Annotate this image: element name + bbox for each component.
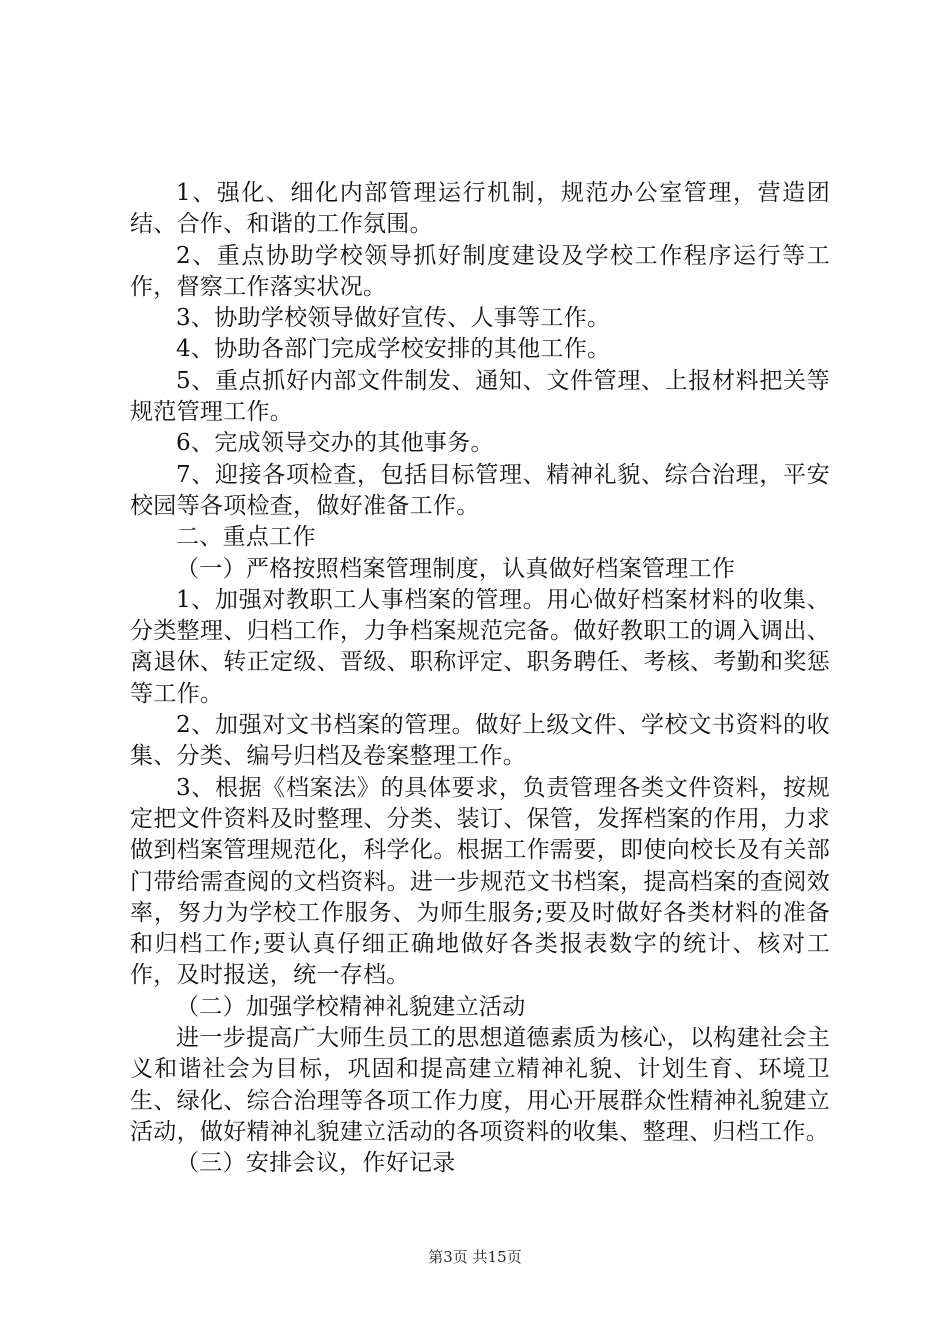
- section-heading-key-work: 二、重点工作: [176, 524, 316, 551]
- paragraph-archives-2: 2、加强对文书档案的管理。做好上级文件、学校文书资料的收集、分类、编号归档及卷案整理工作。: [130, 712, 830, 770]
- paragraph-item-6: 6、完成领导交办的其他事务。: [176, 430, 494, 457]
- paragraph-item-2: 2、重点协助学校领导抓好制度建设及学校工作程序运行等工作，督察工作落实状况。: [130, 242, 830, 300]
- paragraph-archives-3: 3、根据《档案法》的具体要求，负责管理各类文件资料，按规定把文件资料及时整理、分类、装订、保管，发挥档案的作用，力求做到档案管理规范化，科学化。根据工作需要，即使向校长及有关部门带给需查阅的文档资料。进一步规范文书档案，提高档案的查阅效率，努力为学校工作服务、为师生服务;要及时做好各类材料的准备和归档工作;要认真仔细正确地做好各类报表数字的统计、核对工作，及时报送，统一存档。: [130, 774, 830, 989]
- paragraph-item-4: 4、协助各部门完成学校安排的其他工作。: [176, 336, 611, 363]
- subsection-heading-archives: （一）严格按照档案管理制度，认真做好档案管理工作: [176, 555, 736, 582]
- subsection-heading-meetings: （三）安排会议，作好记录: [176, 1150, 456, 1177]
- paragraph-item-5: 5、重点抓好内部文件制发、通知、文件管理、上报材料把关等规范管理工作。: [130, 367, 830, 426]
- subsection-heading-civility: （二）加强学校精神礼貌建立活动: [176, 993, 526, 1020]
- paragraph-item-1: 1、强化、细化内部管理运行机制，规范办公室管理，营造团结、合作、和谐的工作氛围。: [130, 180, 830, 238]
- paragraph-item-3: 3、协助学校领导做好宣传、人事等工作。: [176, 305, 611, 332]
- document-body: [130, 178, 830, 1180]
- page-number-footer: 第3页 共15页: [428, 1248, 522, 1266]
- paragraph-item-7: 7、迎接各项检查，包括目标管理、精神礼貌、综合治理，平安校园等各项检查，做好准备工作。: [130, 461, 830, 519]
- paragraph-archives-1: 1、加强对教职工人事档案的管理。用心做好档案材料的收集、分类整理、归档工作，力争档案规范完备。做好教职工的调入调出、离退休、转正定级、晋级、职称评定、职务聘任、考核、考勤和奖惩等工作。: [130, 586, 830, 707]
- paragraph-civility: 进一步提高广大师生员工的思想道德素质为核心，以构建社会主义和谐社会为目标，巩固和提高建立精神礼貌、计划生育、环境卫生、绿化、综合治理等各项工作力度，用心开展群众性精神礼貌建立活动，做好精神礼貌建立活动的各项资料的收集、整理、归档工作。: [130, 1025, 830, 1145]
